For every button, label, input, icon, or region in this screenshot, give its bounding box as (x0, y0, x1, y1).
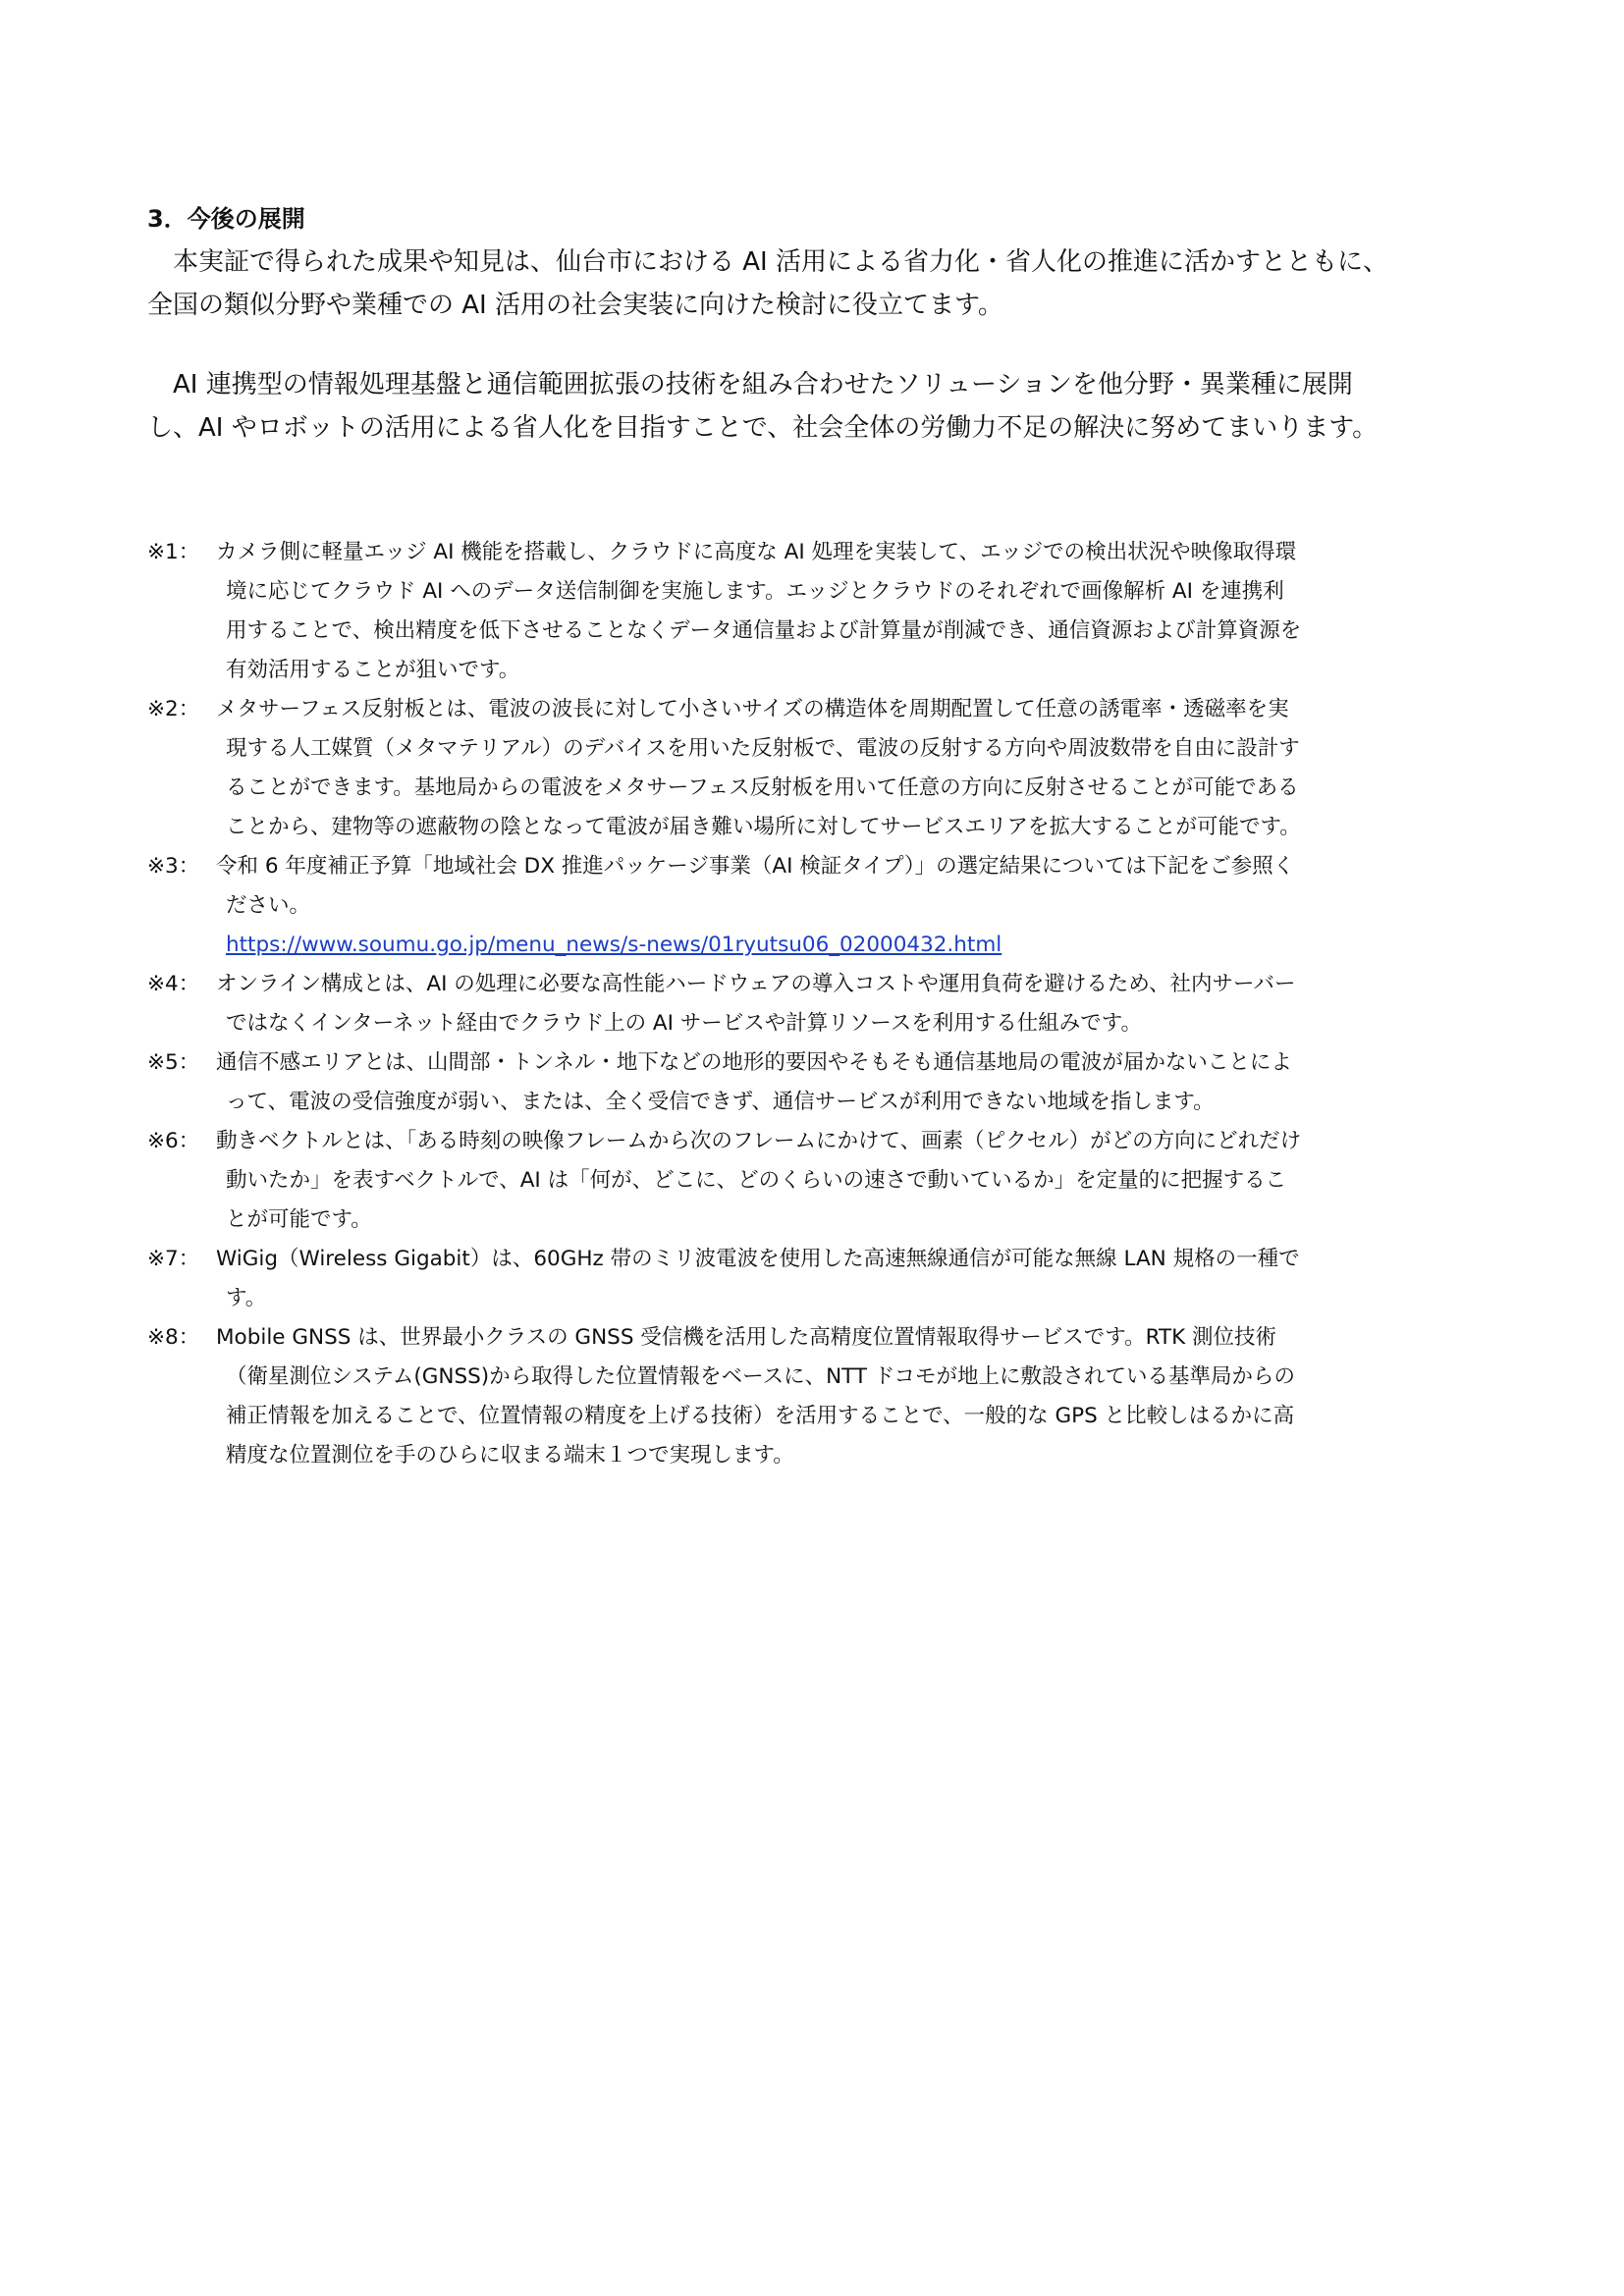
footnotes (147, 533, 1492, 1475)
footnote-2 (147, 690, 1492, 847)
footnote-line: 境に応じてクラウド AI へのデータ送信制御を実施します。エッジとクラウドのそれぞれで画像解析 AI を連携利 (226, 579, 1284, 604)
footnote-6 (147, 1122, 1492, 1240)
footnote-label: ※6： (147, 1129, 200, 1153)
footnote-line: メタサーフェス反射板とは、電波の波長に対して小さいサイズの構造体を周期配置して任意の誘電率・透磁率を実 (216, 697, 1289, 721)
footnote-line: ださい。 (226, 893, 311, 918)
paragraph-solution (147, 363, 1483, 450)
footnote-label: ※5： (147, 1050, 200, 1075)
footnote-1 (147, 533, 1492, 690)
footnote-line: ことから、建物等の遮蔽物の陰となって電波が届き難い場所に対してサービスエリアを拡大することが可能です。 (226, 815, 1301, 839)
footnote-line: （衛星測位システム(GNSS)から取得した位置情報をベースに、NTT ドコモが地上に敷設されている基準局からの (226, 1364, 1296, 1389)
footnote-line: 通信不感エリアとは、山間部・トンネル・地下などの地形的要因やそもそも通信基地局の電波が届かないことによ (216, 1050, 1292, 1075)
paragraph-line: し、AI やロボットの活用による省人化を目指すことで、社会全体の労働力不足の解決に努めてまいります。 (147, 413, 1379, 443)
footnote-3 (147, 847, 1492, 965)
footnote-label: ※2： (147, 697, 200, 721)
footnote-7 (147, 1240, 1492, 1318)
footnote-line: カメラ側に軽量エッジ AI 機能を搭載し、クラウドに高度な AI 処理を実装して、エッジでの検出状況や映像取得環 (216, 540, 1297, 564)
section-heading: 3．今後の展開 (147, 205, 305, 233)
footnote-line: 動いたか」を表すベクトルで、AI は「何が、どこに、どのくらいの速さで動いているか」を定量的に把握するこ (226, 1168, 1287, 1193)
footnote-label: ※8： (147, 1325, 200, 1350)
soumu-reference-link[interactable]: https://www.soumu.go.jp/menu_news/s-news/01ryutsu06_02000432.html (226, 933, 1002, 957)
footnote-line: オンライン構成とは、AI の処理に必要な高性能ハードウェアの導入コストや運用負荷を避けるため、社内サーバー (216, 972, 1296, 996)
footnote-line: 精度な位置測位を手のひらに収まる端末１つで実現します。 (226, 1443, 794, 1468)
footnote-line: って、電波の受信強度が弱い、または、全く受信できず、通信サービスが利用できない地域を指します。 (226, 1090, 1215, 1114)
footnote-line: 令和 6 年度補正予算「地域社会 DX 推進パッケージ事業（AI 検証タイプ）」の選定結果については下記をご参照く (216, 854, 1295, 879)
footnote-line: とが可能です。 (226, 1207, 372, 1232)
paragraph-results (147, 240, 1483, 327)
footnote-4 (147, 965, 1492, 1043)
footnote-line: 有効活用することが狙いです。 (226, 658, 520, 682)
footnote-line: 補正情報を加えることで、位置情報の精度を上げる技術）を活用することで、一般的な GPS と比較しはるかに高 (226, 1404, 1295, 1428)
footnote-label: ※1： (147, 540, 200, 564)
footnote-line: ることができます。基地局からの電波をメタサーフェス反射板を用いて任意の方向に反射させることが可能である (226, 775, 1299, 800)
footnote-5 (147, 1043, 1492, 1122)
footnote-label: ※4： (147, 972, 200, 996)
footnote-line: す。 (226, 1286, 267, 1310)
paragraph-line: AI 連携型の情報処理基盤と通信範囲拡張の技術を組み合わせたソリューションを他分野・異業種に展開 (173, 370, 1353, 400)
footnote-label: ※3： (147, 854, 200, 879)
paragraph-line: 全国の類似分野や業種での AI 活用の社会実装に向けた検討に役立てます。 (147, 291, 1003, 320)
footnote-line: WiGig（Wireless Gigabit）は、60GHz 帯のミリ波電波を使用した高速無線通信が可能な無線 LAN 規格の一種で (216, 1247, 1300, 1271)
footnote-8 (147, 1318, 1492, 1475)
footnote-line: 現する人工媒質（メタマテリアル）のデバイスを用いた反射板で、電波の反射する方向や周波数帯を自由に設計す (226, 736, 1300, 761)
footnote-line: 用することで、検出精度を低下させることなくデータ通信量および計算量が削減でき、通信資源および計算資源を (226, 618, 1302, 643)
footnote-line: 動きベクトルとは、「ある時刻の映像フレームから次のフレームにかけて、画素（ピクセル）がどの方向にどれだけ (216, 1129, 1302, 1153)
footnote-line: ではなくインターネット経由でクラウド上の AI サービスや計算リソースを利用する仕組みです。 (226, 1011, 1142, 1036)
footnote-label: ※7： (147, 1247, 200, 1271)
footnote-line: Mobile GNSS は、世界最小クラスの GNSS 受信機を活用した高精度位置情報取得サービスです。RTK 測位技術 (216, 1325, 1277, 1350)
paragraph-line: 本実証で得られた成果や知見は、仙台市における AI 活用による省力化・省人化の推進に活かすとともに、 (173, 247, 1388, 277)
